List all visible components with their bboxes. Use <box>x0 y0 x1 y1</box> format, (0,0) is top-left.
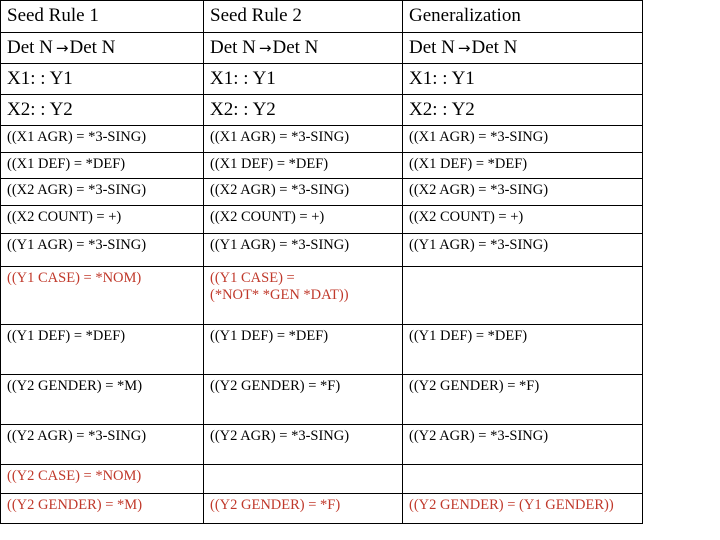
arrow-right-icon: → <box>457 39 471 57</box>
alignment-cell: X2: : Y2 <box>204 95 403 126</box>
rule-cell <box>403 33 643 64</box>
empty-cell <box>403 267 643 325</box>
constraint-text: ((Y2 AGR) = *3-SING) <box>7 428 147 444</box>
constraint-text: ((X2 AGR) = *3-SING) <box>210 182 350 198</box>
constraint-text: ((Y2 GENDER) = *F) <box>409 378 540 394</box>
constraint-row <box>1 494 643 524</box>
constraint-cell <box>403 153 643 179</box>
constraint-cell <box>1 425 204 465</box>
constraint-text: ((Y1 DEF) = *DEF) <box>409 328 528 344</box>
constraint-text: ((X2 AGR) = *3-SING) <box>7 182 147 198</box>
constraint-row <box>1 206 643 234</box>
constraint-cell <box>403 375 643 425</box>
constraint-text: ((Y1 DEF) = *DEF) <box>210 328 329 344</box>
alignment-cell: X1: : Y1 <box>403 64 643 95</box>
header-row <box>1 1 643 33</box>
constraint-cell <box>204 325 403 375</box>
rule-rhs: Det N <box>69 37 116 58</box>
constraint-text: ((X2 COUNT) = +) <box>409 209 524 225</box>
constraint-cell <box>1 465 204 494</box>
rule-rhs: Det N <box>272 37 319 58</box>
rule-lhs: Det N <box>409 37 455 58</box>
constraint-cell <box>204 206 403 234</box>
empty-cell <box>204 465 403 494</box>
constraint-cell <box>403 325 643 375</box>
constraint-cell <box>403 179 643 206</box>
constraint-text: ((Y2 GENDER) = *M) <box>7 497 143 513</box>
constraint-cell <box>204 425 403 465</box>
alignment-row <box>1 95 643 126</box>
alignment-row <box>1 64 643 95</box>
constraint-row <box>1 234 643 267</box>
constraint-text: ((X1 DEF) = *DEF) <box>7 156 126 172</box>
constraint-text: ((X1 AGR) = *3-SING) <box>210 129 350 145</box>
header-generalization: Generalization <box>403 1 643 33</box>
constraint-cell <box>403 425 643 465</box>
constraint-cell <box>403 206 643 234</box>
constraint-cell <box>1 179 204 206</box>
constraint-row <box>1 126 643 153</box>
header-seed-rule-2: Seed Rule 2 <box>204 1 403 33</box>
constraint-text: ((Y1 AGR) = *3-SING) <box>409 237 549 253</box>
constraint-cell <box>1 206 204 234</box>
constraint-text: ((X2 AGR) = *3-SING) <box>409 182 549 198</box>
rule-row <box>1 33 643 64</box>
constraint-cell <box>204 375 403 425</box>
alignment-cell: X1: : Y1 <box>204 64 403 95</box>
rule-lhs: Det N <box>210 37 256 58</box>
constraint-text: ((X2 COUNT) = +) <box>210 209 325 225</box>
alignment-cell: X2: : Y2 <box>403 95 643 126</box>
constraint-text: ((X2 COUNT) = +) <box>7 209 122 225</box>
constraint-text: ((X1 DEF) = *DEF) <box>409 156 528 172</box>
constraint-text: ((Y1 CASE) = <box>210 270 295 286</box>
constraint-text: ((Y1 AGR) = *3-SING) <box>7 237 147 253</box>
constraint-cell <box>204 153 403 179</box>
constraint-text: ((Y1 DEF) = *DEF) <box>7 328 126 344</box>
constraint-row <box>1 153 643 179</box>
rule-cell <box>1 33 204 64</box>
rule-rhs: Det N <box>471 37 518 58</box>
constraint-cell <box>204 179 403 206</box>
constraint-cell <box>403 126 643 153</box>
constraint-row <box>1 375 643 425</box>
constraint-cell <box>1 494 204 524</box>
constraint-row <box>1 425 643 465</box>
constraint-cell <box>1 325 204 375</box>
constraint-cell <box>204 494 403 524</box>
constraint-text: ((Y1 AGR) = *3-SING) <box>210 237 350 253</box>
empty-cell <box>403 465 643 494</box>
constraint-cell <box>204 126 403 153</box>
constraint-cell <box>204 234 403 267</box>
constraint-cell <box>204 267 403 325</box>
constraint-row <box>1 267 643 325</box>
constraint-text: ((Y1 CASE) = *NOM) <box>7 270 142 286</box>
header-seed-rule-1: Seed Rule 1 <box>1 1 204 33</box>
alignment-cell: X1: : Y1 <box>1 64 204 95</box>
rule-lhs: Det N <box>7 37 53 58</box>
constraint-text: ((Y2 GENDER) = *M) <box>7 378 143 394</box>
constraint-cell <box>1 267 204 325</box>
arrow-right-icon: → <box>55 39 69 57</box>
rule-cell <box>204 33 403 64</box>
constraint-row <box>1 325 643 375</box>
constraint-cell <box>1 375 204 425</box>
constraint-cell <box>403 234 643 267</box>
constraint-row <box>1 465 643 494</box>
constraint-row <box>1 179 643 206</box>
constraint-text: ((Y2 AGR) = *3-SING) <box>409 428 549 444</box>
constraint-text: ((X1 AGR) = *3-SING) <box>7 129 147 145</box>
constraint-text: ((Y2 AGR) = *3-SING) <box>210 428 350 444</box>
constraint-cell <box>1 234 204 267</box>
constraint-text: ((Y2 GENDER) = *F) <box>210 378 341 394</box>
constraint-cell <box>1 153 204 179</box>
alignment-cell: X2: : Y2 <box>1 95 204 126</box>
constraint-text: ((Y2 CASE) = *NOM) <box>7 468 142 484</box>
constraint-text: ((X1 AGR) = *3-SING) <box>409 129 549 145</box>
arrow-right-icon: → <box>258 39 272 57</box>
constraint-cell <box>1 126 204 153</box>
constraint-text: (*NOT* *GEN *DAT)) <box>210 287 349 304</box>
constraint-text: ((Y2 GENDER) = *F) <box>210 497 341 513</box>
constraint-text: ((Y2 GENDER) = (Y1 GENDER)) <box>409 497 614 513</box>
constraint-cell <box>403 494 643 524</box>
constraint-text: ((X1 DEF) = *DEF) <box>210 156 329 172</box>
